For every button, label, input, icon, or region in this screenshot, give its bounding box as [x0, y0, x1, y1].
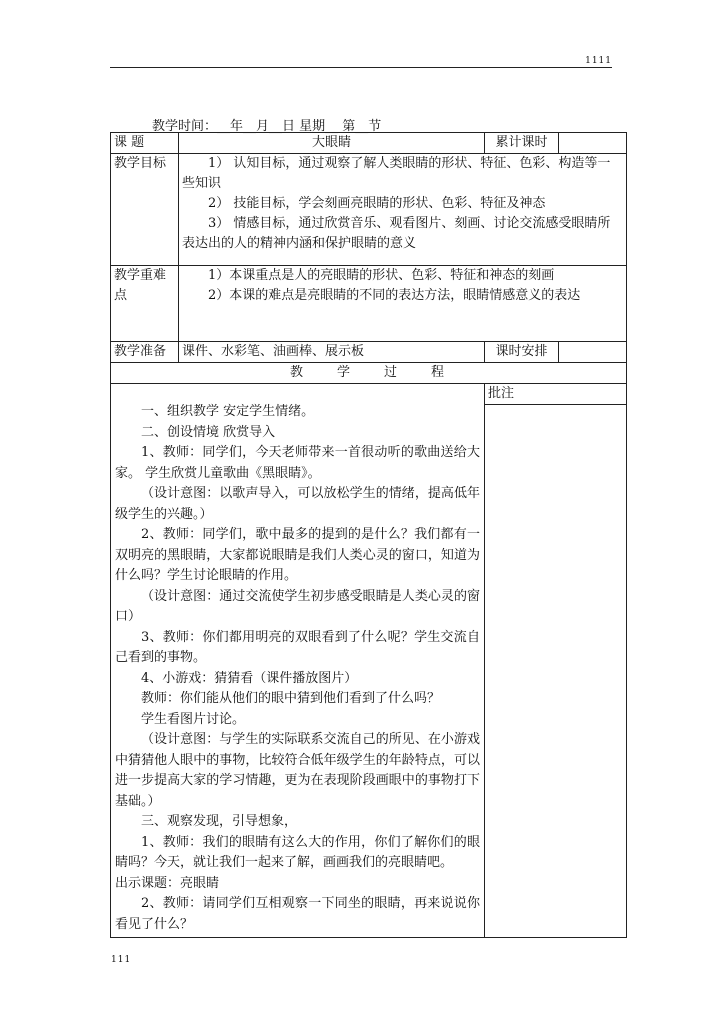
process-design-3: （设计意图：与学生的实际联系交流自己的所见、在小游戏中猜猜他人眼中的事物，比较符合低年级学生的年龄特点，可以进一步提高大家的学习情趣，更为在表现阶段画眼中的事物打下基础。） [115, 732, 480, 809]
process-step-3-1: 1、教师：我们的眼睛有这么大的作用，你们了解你们的眼睛吗？今天，就让我们一起来了解，画画我们的亮眼睛吧。 [115, 834, 480, 870]
cumulative-label: 累计课时 [485, 133, 559, 154]
key-point-difficulty: 2）本课的难点是亮眼睛的不同的表达方法，眼睛情感意义的表达 [208, 288, 581, 303]
process-step-2: 二、创设情境 欣赏导入 [141, 424, 276, 440]
prep-value: 课件、水彩笔、油画棒、展示板 [179, 342, 485, 363]
key-points-row [111, 266, 627, 342]
topic-label: 课 题 [111, 133, 179, 154]
process-design-1: （设计意图：以歌声导入，可以放松学生的情绪，提高低年级学生的兴趣。） [115, 486, 480, 522]
goal-cognitive: 1） 认知目标，通过观察了解人类眼睛的形状、特征、色彩、构造等一些知识 [182, 156, 611, 191]
process-show-topic: 出示课题：亮眼睛 [115, 875, 220, 891]
process-step-2-2: 2、教师：同学们，歌中最多的提到的是什么？我们都有一双明亮的黑眼睛，大家都说眼睛是我们人类心灵的窗口，知道为什么吗？学生讨论眼睛的作用。 [115, 527, 480, 583]
process-step-2-3: 3、教师：你们都用明亮的双眼看到了什么呢？学生交流自己看到的事物。 [115, 629, 480, 665]
process-header-row [111, 363, 627, 384]
notes-column [485, 384, 627, 938]
goal-skill: 2） 技能目标，学会刻画亮眼睛的形状、色彩、特征及神态 [208, 196, 546, 211]
prep-label: 教学准备 [111, 342, 179, 363]
process-step-2-4: 4、小游戏：猜猜看（课件播放图片） [141, 670, 358, 686]
footer-page-number: 111 [111, 955, 132, 965]
process-row [111, 384, 627, 938]
key-point-focus: 1）本课重点是人的亮眼睛的形状、色彩、特征和神态的刻画 [208, 268, 555, 283]
goals-content [179, 154, 627, 266]
process-teacher-question: 教师：你们能从他们的眼中猜到他们看到了什么吗？ [141, 691, 441, 706]
process-step-3: 三、观察发现，引导想象， [141, 814, 298, 829]
header-rule [110, 67, 612, 68]
process-student-discuss: 学生看图片讨论。 [141, 711, 246, 727]
goals-label: 教学目标 [111, 154, 179, 266]
goal-emotion: 3） 情感目标，通过欣赏音乐、观看图片、刻画、讨论交流感受眼睛所表达出的人的精神内涵和保护眼睛的意义 [182, 216, 611, 251]
process-step-1: 一、组织教学 安定学生情绪。 [141, 404, 315, 419]
process-step-3-2: 2、教师：请同学们互相观察一下同坐的眼睛，再来说说你看见了什么？ [115, 896, 480, 932]
process-step-2-1: 1、教师：同学们，今天老师带来一首很动听的歌曲送给大家。 学生欣赏儿童歌曲《黑眼睛》。 [115, 445, 480, 481]
key-points-content [179, 266, 627, 342]
goals-row [111, 154, 627, 266]
topic-row [111, 133, 627, 154]
cumulative-value [559, 133, 627, 154]
schedule-label: 课时安排 [485, 342, 559, 363]
schedule-value [559, 342, 627, 363]
process-design-2: （设计意图：通过交流使学生初步感受眼睛是人类心灵的窗口） [115, 588, 480, 624]
teaching-time-line: 教学时间：__年__月__日 星期__ 第__节 [152, 119, 382, 134]
prep-row [111, 342, 627, 363]
header-page-number: 1111 [585, 56, 612, 66]
process-content [111, 384, 485, 938]
topic-value: 大眼睛 [179, 133, 485, 154]
notes-label: 批注 [485, 384, 626, 405]
process-header: 教学过程 [111, 363, 627, 384]
key-points-label: 教学重难点 [111, 266, 179, 342]
lesson-plan-table [110, 132, 627, 938]
